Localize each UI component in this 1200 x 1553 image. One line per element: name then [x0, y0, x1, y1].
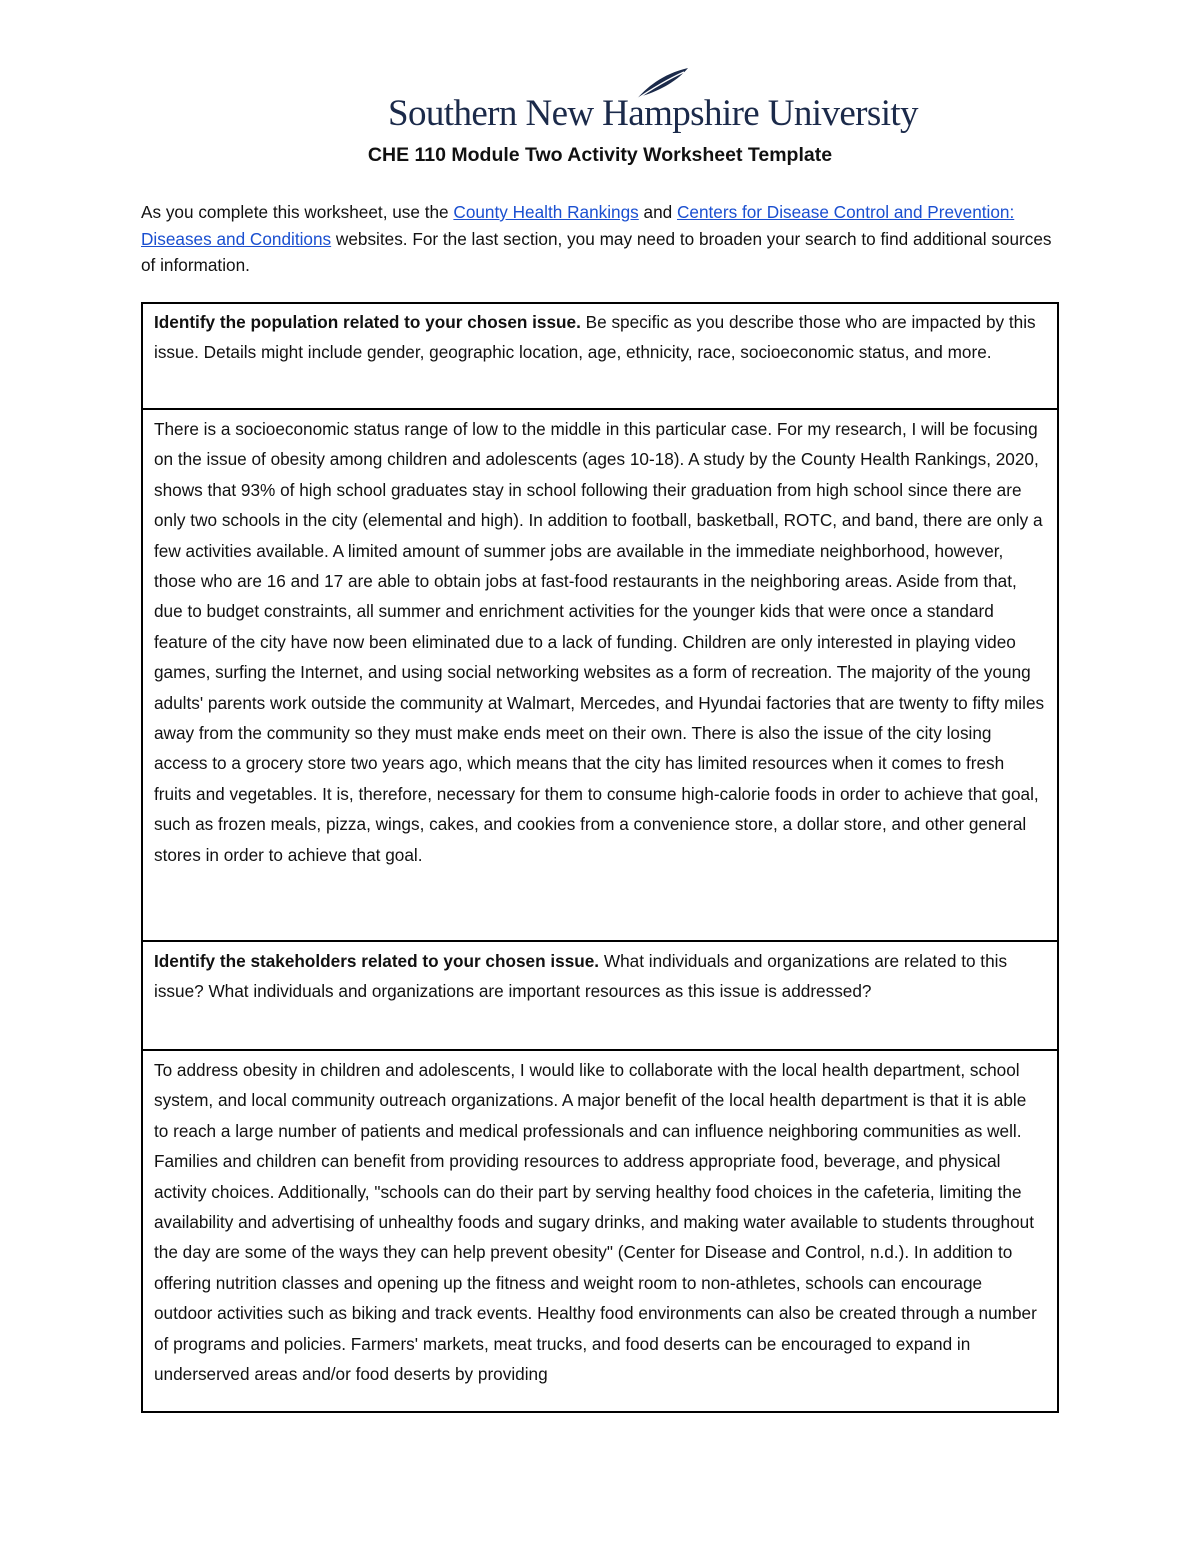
population-prompt-cell	[141, 302, 1059, 410]
intro-text-1: As you complete this worksheet, use the	[141, 202, 454, 222]
stakeholders-prompt-text: What individuals and organizations are related to this issue? What individuals and organizations are important resources as this issue is addressed?	[154, 951, 1008, 1002]
worksheet-table	[141, 302, 1059, 1413]
university-logo	[388, 66, 918, 138]
population-prompt-text: Be specific as you describe those who are impacted by this issue. Details might include gender, geographic location, age, ethnicity, race, socioeconomic status, and more.	[154, 312, 1036, 363]
stakeholders-prompt-cell	[141, 942, 1059, 1051]
intro-text-2: and	[638, 202, 677, 222]
page-title: CHE 110 Module Two Activity Worksheet Template	[367, 144, 833, 166]
logo-wordmark: Southern New Hampshire University	[388, 93, 918, 134]
stakeholders-prompt-heading: Identify the stakeholders related to your chosen issue.	[154, 951, 600, 971]
intro-paragraph	[141, 199, 1066, 279]
county-health-rankings-link[interactable]: County Health Rankings	[453, 202, 639, 222]
population-response-cell: There is a socioeconomic status range of low to the middle in this particular case. For my research, I will be focusing on the issue of obesity among children and adolescents (ages 10-18). A study by the County Health Rankings, 2020, shows that 93% of high school graduates stay in school following their graduation from high school since there are only two schools in the city (elemental and high). In addition to football, basketball, ROTC, and band, there are only a few activities available. A limited amount of summer jobs are available in the immediate neighborhood, however, those who are 16 and 17 are able to obtain jobs at fast-food restaurants in the neighboring areas. Aside from that, due to budget constraints, all summer and enrichment activities for the younger kids that were once a standard feature of the city have now been eliminated due to a lack of funding. Children are only interested in playing video games, surfing the Internet, and using social networking websites as a form of recreation. The majority of the young adults' parents work outside the community at Walmart, Mercedes, and Hyundai factories that are twenty to fifty miles away from the community so they must make ends meet on their own. There is also the issue of the city losing access to a grocery store two years ago, which means that the city has limited resources when it comes to fresh fruits and vegetables. It is, therefore, necessary for them to consume high-calorie foods in order to achieve that goal, such as frozen meals, pizza, wings, cakes, and cookies from a convenience store, a dollar store, and other general stores in order to achieve that goal.	[141, 410, 1059, 942]
cdc-diseases-link[interactable]: Centers for Disease Control and Prevention: Diseases and Conditions	[141, 202, 1015, 249]
intro-text-3: websites. For the last section, you may need to broaden your search to find additional sources of information.	[141, 228, 1052, 275]
stakeholders-response-cell: To address obesity in children and adolescents, I would like to collaborate with the local health department, school system, and local community outreach organizations. A major benefit of the local health department is that it is able to reach a large number of patients and medical professionals and can influence neighboring communities as well. Families and children can benefit from providing resources to address appropriate food, beverage, and physical activity choices. Additionally, "schools can do their part by serving healthy food choices in the cafeteria, limiting the availability and advertising of unhealthy foods and sugary drinks, and making water available to students throughout the day are some of the ways they can help prevent obesity" (Center for Disease and Control, n.d.). In addition to offering nutrition classes and opening up the fitness and weight room to non-athletes, schools can encourage outdoor activities such as biking and track events. Healthy food environments can also be created through a number of programs and policies. Farmers' markets, meat trucks, and food deserts can be encouraged to expand in underserved areas and/or food deserts by providing	[141, 1051, 1059, 1413]
population-prompt-heading: Identify the population related to your chosen issue.	[154, 312, 581, 332]
